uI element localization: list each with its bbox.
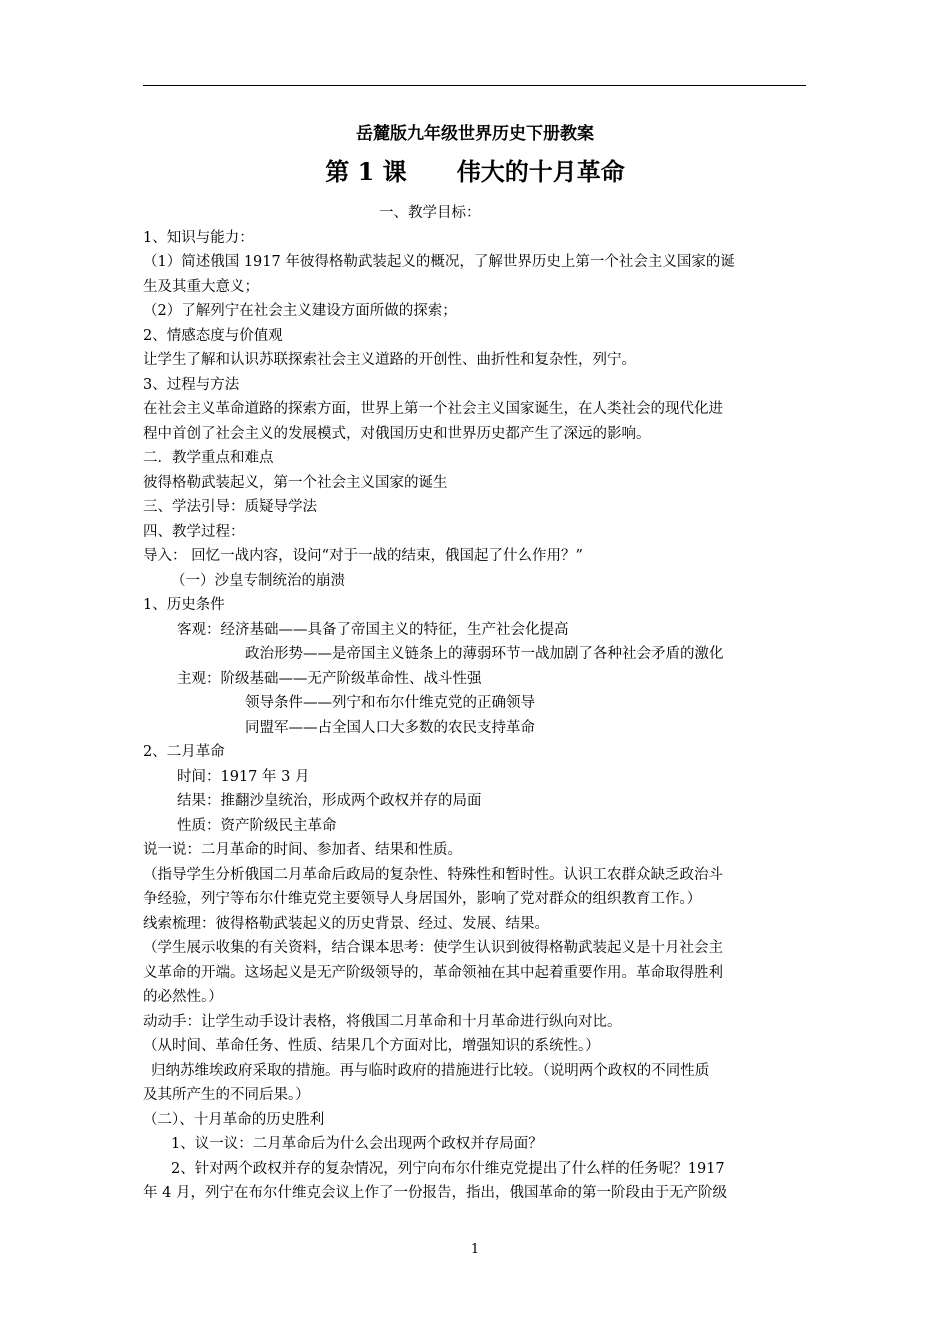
text-line: 1、知识与能力： <box>143 229 254 246</box>
text-line: （从时间、革命任务、性质、结果几个方面对比，增强知识的系统性。） <box>143 1038 600 1054</box>
text-line: 政治形势——是帝国主义链条上的薄弱环节一战加剧了各种社会矛盾的激化 <box>245 646 724 662</box>
section-heading-objectives: 一、教学目标： <box>379 205 481 221</box>
text-line: 3、过程与方法 <box>143 376 240 393</box>
text-line: 2、情感态度与价值观 <box>143 327 283 344</box>
header-rule <box>143 85 806 86</box>
lesson-title: 第 1 课 伟大的十月革命 <box>325 157 625 186</box>
text-line: 主观：阶级基础——无产阶级革命性、战斗性强 <box>177 670 482 687</box>
text-line: 客观：经济基础——具备了帝国主义的特征，生产社会化提高 <box>177 621 569 638</box>
text-line: 导入： 回忆一战内容，设问“对于一战的结束，俄国起了什么作用？” <box>143 548 583 564</box>
text-line: 彼得格勒武装起义，第一个社会主义国家的诞生 <box>143 474 448 491</box>
text-line: 动动手：让学生动手设计表格，将俄国二月革命和十月革命进行纵向对比。 <box>143 1013 622 1030</box>
document-title: 岳麓版九年级世界历史下册教案 <box>356 124 594 144</box>
text-line: 及其所产生的不同后果。） <box>143 1087 310 1103</box>
text-line: 归纳苏维埃政府采取的措施。再与临时政府的措施进行比较。（说明两个政权的不同性质 <box>151 1062 710 1079</box>
text-line: 三、学法引导：质疑导学法 <box>143 499 317 515</box>
text-line: 结果：推翻沙皇统治，形成两个政权并存的局面 <box>177 793 482 809</box>
text-line: 程中首创了社会主义的发展模式，对俄国历史和世界历史都产生了深远的影响。 <box>143 425 651 442</box>
text-line: 生及其重大意义； <box>143 278 259 295</box>
text-line: 线索梳理：彼得格勒武装起义的历史背景、经过、发展、结果。 <box>143 915 549 932</box>
text-line: 四、教学过程： <box>143 523 245 540</box>
text-line: 1、历史条件 <box>143 597 225 613</box>
text-line: （指导学生分析俄国二月革命后政局的复杂性、特殊性和暂时性。认识工农群众缺乏政治斗 <box>143 866 723 883</box>
text-line: 同盟军——占全国人口大多数的农民支持革命 <box>245 719 535 736</box>
text-line: 2、针对两个政权并存的复杂情况，列宁向布尔什维克党提出了什么样的任务呢？1917 <box>171 1160 725 1177</box>
text-line: 让学生了解和认识苏联探索社会主义道路的开创性、曲折性和复杂性，列宁。 <box>143 352 636 368</box>
text-line: 领导条件——列宁和布尔什维克党的正确领导 <box>245 695 535 711</box>
text-line: 争经验，列宁等布尔什维克党主要领导人身居国外，影响了党对群众的组织教育工作。） <box>143 891 702 907</box>
text-line: （二）、十月革命的历史胜利 <box>143 1111 325 1128</box>
text-line: （1）简述俄国 1917 年彼得格勒武装起义的概况，了解世界历史上第一个社会主义国家的诞 <box>143 254 735 270</box>
text-line: 年 4 月，列宁在布尔什维克会议上作了一份报告，指出，俄国革命的第一阶段由于无产阶级 <box>143 1185 727 1201</box>
text-line: 时间：1917 年 3 月 <box>177 768 310 785</box>
text-line: 在社会主义革命道路的探索方面，世界上第一个社会主义国家诞生，在人类社会的现代化进 <box>143 401 723 417</box>
text-line: 的必然性。） <box>143 989 223 1005</box>
page-number: 1 <box>470 1242 480 1257</box>
text-line: 二．教学重点和难点 <box>143 450 274 466</box>
text-line: （一）沙皇专制统治的崩溃 <box>171 572 345 589</box>
text-line: 1、议一议：二月革命后为什么会出现两个政权并存局面？ <box>171 1136 543 1152</box>
text-line: 说一说：二月革命的时间、参加者、结果和性质。 <box>143 842 462 858</box>
text-line: 义革命的开端。这场起义是无产阶级领导的，革命领袖在其中起着重要作用。革命取得胜利 <box>143 964 723 981</box>
body-text <box>143 201 808 1206</box>
text-line: （学生展示收集的有关资料，结合课本思考：使学生认识到彼得格勒武装起义是十月社会主 <box>143 940 723 956</box>
text-line: 性质：资产阶级民主革命 <box>177 817 337 834</box>
text-line: 2、二月革命 <box>143 744 225 760</box>
text-line: （2）了解列宁在社会主义建设方面所做的探索； <box>143 303 457 319</box>
